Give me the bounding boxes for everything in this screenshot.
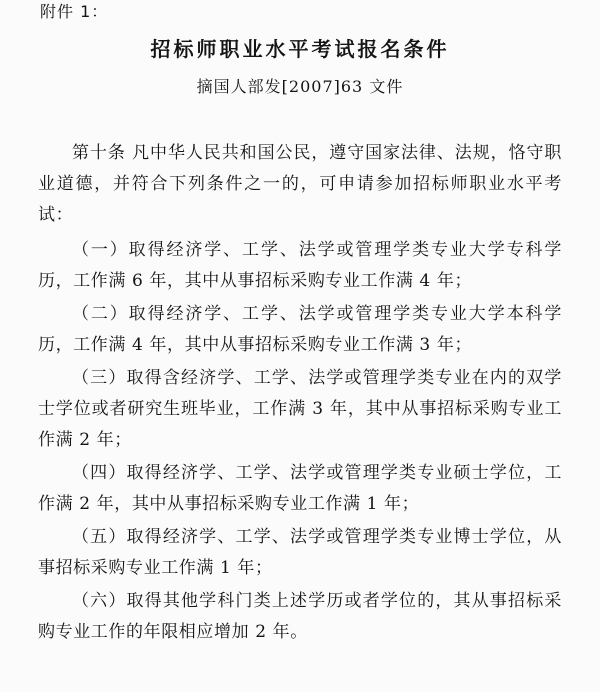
condition-item-4: （四）取得经济学、工学、法学或管理学类专业硕士学位，工作满 2 年，其中从事招标采购专业工作满 1 年； [38,463,562,514]
document-body [38,138,562,650]
document-subtitle: 摘国人部发[2007]63 文件 [196,77,404,96]
condition-item-5: （五）取得经济学、工学、法学或管理学类专业博士学位，从事招标采购专业工作满 1 年； [38,527,562,578]
condition-item-6: （六）取得其他学科门类上述学历或者学位的，其从事招标采购专业工作的年限相应增加 2 年。 [38,591,562,642]
document-title: 招标师职业水平考试报名条件 [150,37,450,61]
clause-paragraph: 第十条 凡中华人民共和国公民，遵守国家法律、法规，恪守职业道德，并符合下列条件之一的，可申请参加招标师职业水平考试： [38,143,562,225]
condition-item-3: （三）取得含经济学、工学、法学或管理学类专业在内的双学士学位或者研究生班毕业，工作满 3 年，其中从事招标采购专业工作满 2 年； [38,368,562,450]
condition-item-2: （二）取得经济学、工学、法学或管理学类专业大学本科学历，工作满 4 年，其中从事招标采购专业工作满 3 年； [38,304,562,355]
condition-item-1: （一）取得经济学、工学、法学或管理学类专业大学专科学历，工作满 6 年，其中从事招标采购专业工作满 4 年； [38,240,562,291]
attachment-label: 附件 1： [40,2,109,21]
